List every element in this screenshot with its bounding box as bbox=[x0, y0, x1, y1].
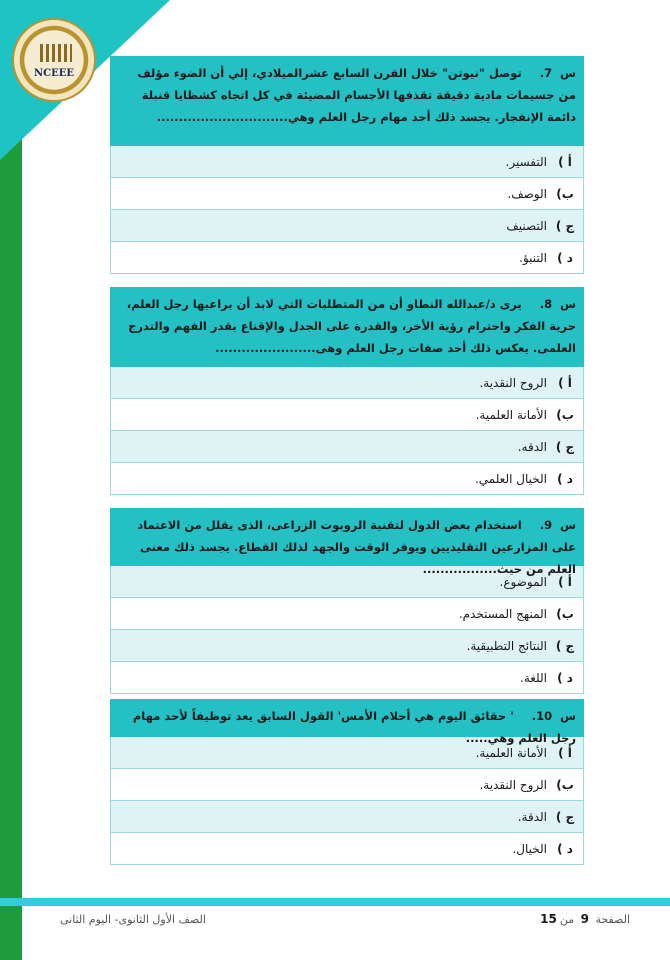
option-letter: ب) bbox=[556, 407, 574, 422]
columns-icon bbox=[40, 44, 72, 62]
option-text: التصنيف bbox=[506, 218, 547, 233]
question-header bbox=[110, 287, 584, 367]
answer-option-d[interactable] bbox=[110, 463, 584, 495]
option-letter: أ ) bbox=[558, 375, 572, 390]
option-letter: ب) bbox=[556, 186, 574, 201]
nceee-logo bbox=[12, 18, 96, 102]
answer-option-d[interactable] bbox=[110, 662, 584, 694]
option-text: الخيال. bbox=[512, 841, 547, 856]
option-text: الروح النقدية. bbox=[479, 375, 547, 390]
option-letter: ج ) bbox=[555, 809, 575, 824]
answer-option-c[interactable] bbox=[110, 630, 584, 662]
option-text: الوصف. bbox=[507, 186, 547, 201]
option-text: التنبؤ. bbox=[519, 250, 547, 265]
answer-option-a[interactable] bbox=[110, 367, 584, 399]
answer-option-b[interactable] bbox=[110, 769, 584, 801]
question-header bbox=[110, 699, 584, 745]
option-text: الأمانة العلمية. bbox=[475, 745, 547, 760]
option-letter: د ) bbox=[557, 250, 573, 265]
page-indicator: الصفحة 9 من15 bbox=[540, 912, 630, 926]
option-letter: أ ) bbox=[558, 745, 572, 760]
option-letter: د ) bbox=[557, 471, 573, 486]
question-number: س10. bbox=[531, 709, 576, 723]
question-header bbox=[110, 508, 584, 576]
option-letter: ج ) bbox=[555, 439, 575, 454]
option-text: الأمانة العلمية. bbox=[475, 407, 547, 422]
answer-option-c[interactable] bbox=[110, 210, 584, 242]
option-text: الدقه. bbox=[517, 439, 547, 454]
option-letter: أ ) bbox=[558, 154, 572, 169]
option-text: النتائج التطبيقية. bbox=[466, 638, 547, 653]
option-letter: ب) bbox=[556, 606, 574, 621]
question-text: ' حقائق اليوم هي أحلام الأمس' القول السابق يعد توظيفاً لأحد مهام رجل العلم وهي..... bbox=[132, 709, 576, 745]
option-text: الروح النقدية. bbox=[479, 777, 547, 792]
option-letter: د ) bbox=[557, 670, 573, 685]
question-number: س8. bbox=[539, 297, 576, 311]
option-letter: ج ) bbox=[555, 638, 575, 653]
question-10 bbox=[110, 699, 584, 865]
logo-text: NCEEE bbox=[34, 68, 74, 79]
option-letter: ج ) bbox=[555, 218, 575, 233]
answer-option-d[interactable] bbox=[110, 833, 584, 865]
option-letter: ب) bbox=[556, 777, 574, 792]
answer-option-d[interactable] bbox=[110, 242, 584, 274]
option-text: الدقة. bbox=[517, 809, 547, 824]
question-text: استخدام بعض الدول لتقنية الروبوت الزراعى، الذى يقلل من الاعتماد على المزارعين التقليديين ويوفر الوقت والجهد لذلك القطاع. يجسد ذلك معنى العلم من حيث................. bbox=[137, 518, 576, 576]
answer-option-a[interactable] bbox=[110, 146, 584, 178]
answer-option-c[interactable] bbox=[110, 801, 584, 833]
option-letter: أ ) bbox=[558, 574, 572, 589]
question-number: س7. bbox=[539, 66, 576, 80]
option-text: اللغة. bbox=[520, 670, 547, 685]
question-8 bbox=[110, 287, 584, 495]
answer-option-b[interactable] bbox=[110, 399, 584, 431]
option-letter: د ) bbox=[557, 841, 573, 856]
option-text: المنهج المستخدم. bbox=[458, 606, 547, 621]
question-header bbox=[110, 56, 584, 146]
answer-option-b[interactable] bbox=[110, 598, 584, 630]
question-7 bbox=[110, 56, 584, 274]
grade-label: الصف الأول الثانوى- اليوم الثانى bbox=[60, 912, 206, 926]
option-text: الخيال العلمي. bbox=[474, 471, 547, 486]
answer-option-c[interactable] bbox=[110, 431, 584, 463]
page-footer bbox=[60, 912, 630, 926]
question-text: توصل "نيوتن" خلال القرن السابع عشرالميلادي، إلي أن الضوء مؤلف من جسيمات مادية دقيقة تقذفها الأجسام المضيئة في كل اتجاه كشظايا قنبلة دائمة الإنفجار. يجسد ذلك أحد مهام رجل العلم وهي.............................. bbox=[137, 66, 576, 124]
question-text: يرى د/عبدالله النطاو أن من المتطلبات التي لابد أن يراعيها رجل العلم، حرية الفكر واحترام رؤية الأخر، والقدرة على الجدل والإقناع بقدر الفهم والتدرج العلمى. يعكس ذلك أحد صفات رجل العلم وهى....................... bbox=[126, 297, 576, 355]
question-number: س9. bbox=[539, 518, 576, 532]
question-9 bbox=[110, 508, 584, 694]
option-text: التفسير. bbox=[505, 154, 547, 169]
answer-option-b[interactable] bbox=[110, 178, 584, 210]
footer-bar bbox=[0, 898, 670, 906]
option-text: الموضوع. bbox=[499, 574, 547, 589]
